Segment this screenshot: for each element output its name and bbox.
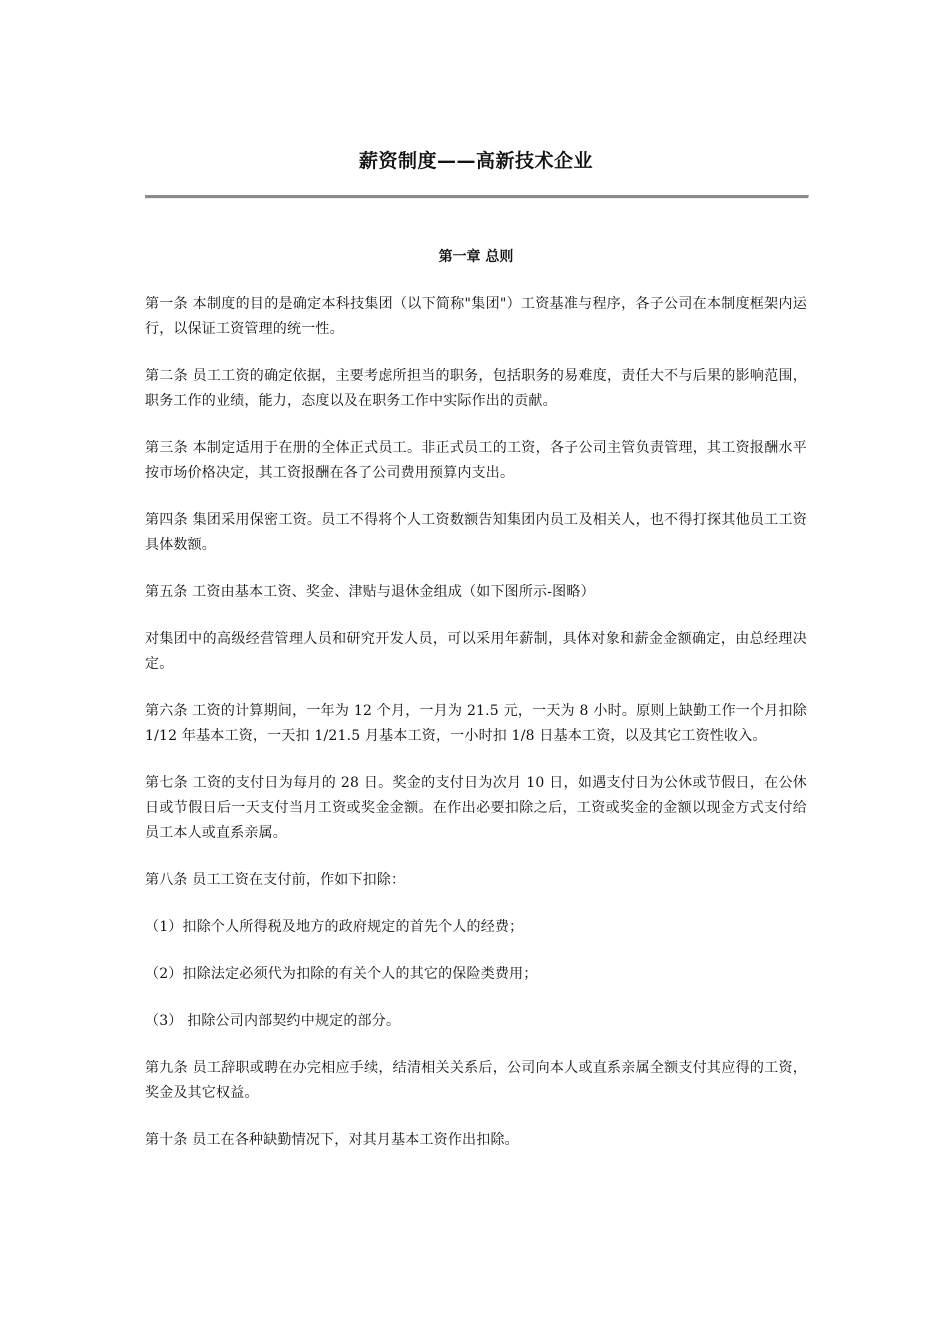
deduction-item-3: （3） 扣除公司内部契约中规定的部分。 <box>145 1013 401 1029</box>
annual-salary-note: 对集团中的高级经营管理人员和研究开发人员，可以采用年薪制，具体对象和薪金金额确定，由总经理决定。 <box>145 631 807 672</box>
article-1: 第一条 本制度的目的是确定本科技集团（以下简称"集团"）工资基准与程序，各子公司在本制度框架内运行，以保证工资管理的统一性。 <box>145 296 807 337</box>
article-8: 第八条 员工工资在支付前，作如下扣除： <box>145 872 406 888</box>
article-5: 第五条 工资由基本工资、奖金、津贴与退休金组成（如下图所示-图略） <box>145 584 595 600</box>
article-7: 第七条 工资的支付日为每月的 28 日。奖金的支付日为次月 10 日，如遇支付日为公休或节假日，在公休日或节假日后一天支付当月工资或奖金金额。在作出必要扣除之后，工资或奖金的金额以现金方式支付给员工本人或直系亲属。 <box>145 775 807 841</box>
article-3: 第三条 本制定适用于在册的全体正式员工。非正式员工的工资，各子公司主管负责管理，其工资报酬水平按市场价格决定，其工资报酬在各了公司费用预算内支出。 <box>145 440 807 481</box>
deduction-item-2: （2）扣除法定必须代为扣除的有关个人的其它的保险类费用； <box>145 966 538 982</box>
article-9: 第九条 员工辞职或聘在办完相应手续，结清相关关系后，公司向本人或直系亲属全额支付其应得的工资，奖金及其它权益。 <box>145 1060 807 1101</box>
article-2: 第二条 员工工资的确定依据，主要考虑所担当的职务，包括职务的易难度，责任大不与后果的影响范围，职务工作的业绩，能力，态度以及在职务工作中实际作出的贡献。 <box>145 368 807 409</box>
document-body <box>145 292 807 1175</box>
article-6: 第六条 工资的计算期间，一年为 12 个月，一月为 21.5 元，一天为 8 小时。原则上缺勤工作一个月扣除 1/12 年基本工资，一天扣 1/21.5 月基本工资，一小时扣 1/8 日基本工资，以及其它工资性收入。 <box>145 703 807 744</box>
deduction-item-1: （1）扣除个人所得税及地方的政府规定的首先个人的经费； <box>145 919 524 935</box>
chapter-heading: 第一章 总则 <box>438 249 514 265</box>
article-10: 第十条 员工在各种缺勤情况下，对其月基本工资作出扣除。 <box>145 1132 519 1148</box>
article-4: 第四条 集团采用保密工资。员工不得将个人工资数额告知集团内员工及相关人，也不得打探其他员工工资具体数额。 <box>145 512 807 553</box>
title-divider <box>145 195 809 199</box>
document-title: 薪资制度——高新技术企业 <box>358 150 593 172</box>
